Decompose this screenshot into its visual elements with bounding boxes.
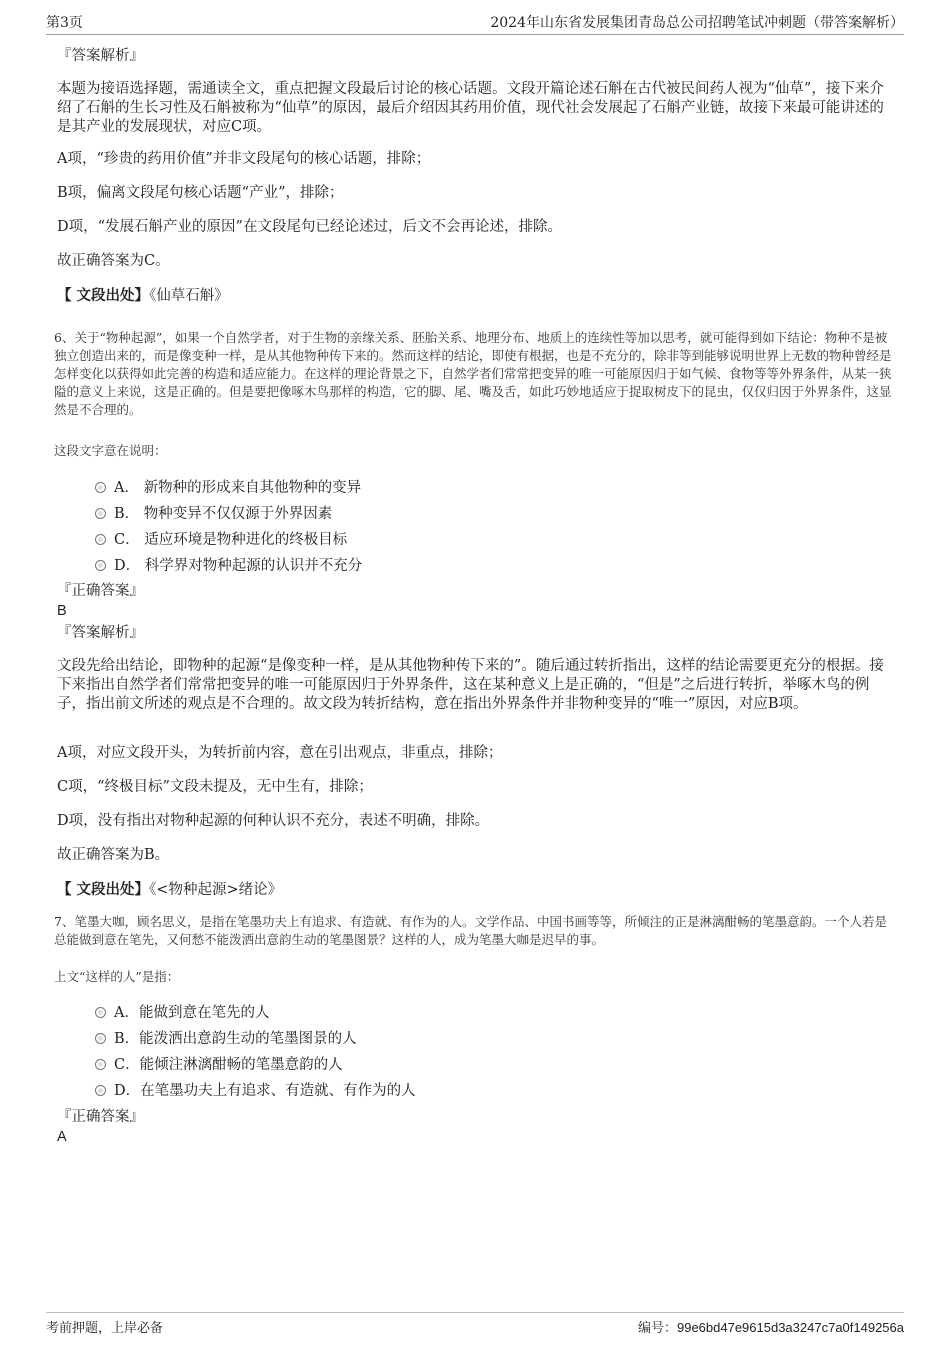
option-label: A．能做到意在笔先的人 bbox=[114, 1005, 270, 1021]
source-title: 《<物种起源>绪论》 bbox=[149, 882, 283, 898]
option-label: D．在笔墨功夫上有追求、有造就、有作为的人 bbox=[114, 1083, 416, 1099]
q6-analysis-option-a: A项，对应文段开头，为转折前内容，意在引出观点，非重点，排除； bbox=[57, 745, 503, 761]
q7-option-b[interactable] bbox=[95, 1029, 357, 1049]
analysis-conclusion: 故正确答案为C。 bbox=[57, 253, 170, 269]
page-header bbox=[46, 12, 904, 35]
q6-option-c[interactable] bbox=[95, 530, 347, 550]
q7-option-a[interactable] bbox=[95, 1003, 269, 1023]
document-title: 2024年山东省发展集团青岛总公司招聘笔试冲刺题（带答案解析） bbox=[490, 15, 904, 31]
q7-option-d[interactable] bbox=[95, 1081, 416, 1101]
option-label: C．能倾注淋漓酣畅的笔墨意韵的人 bbox=[114, 1057, 343, 1073]
radio-icon[interactable] bbox=[95, 1033, 106, 1044]
q6-analysis-option-c: C项，“终极目标”文段未提及，无中生有，排除； bbox=[57, 779, 373, 795]
source-line bbox=[57, 286, 892, 306]
q6-conclusion: 故正确答案为B。 bbox=[57, 847, 170, 863]
radio-icon[interactable] bbox=[95, 482, 106, 493]
option-label: C． 适应环境是物种进化的终极目标 bbox=[114, 532, 348, 548]
footer-slogan: 考前押题，上岸必备 bbox=[46, 1321, 164, 1336]
analysis-option-d: D项，“发展石斛产业的原因”在文段尾句已经论述过，后文不会再论述，排除。 bbox=[57, 219, 562, 235]
question-6-text: 6、关于“物种起源”，如果一个自然学者，对于生物的亲缘关系、胚胎关系、地理分布、地质上的连续性等加以思考，就可能得到如下结论：物种不是被独立创造出来的，而是像变种一样，是从其他物种传下来的。然而这样的结论，即使有根据，也是不充分的，除非等到能够说明世界上无数的物种曾经是怎样变化以获得如此完善的构造和适应能力。在这样的理论背景之下，自然学者们常常把变异的唯一可能原因归于如气候、食物等等外界条件，从某一狭隘的意义上来说，这是正确的。但是要把像啄木鸟那样的构造，它的脚、尾、嘴及舌，如此巧妙地适应于捉取树皮下的昆虫，仅仅归因于外界条件，这显然是不合理的。 bbox=[54, 330, 892, 417]
page-footer bbox=[46, 1312, 904, 1337]
radio-icon[interactable] bbox=[95, 560, 106, 571]
q7-option-c[interactable] bbox=[95, 1055, 343, 1075]
q6-analysis-heading: 『答案解析』 bbox=[57, 625, 144, 641]
option-label: B． 物种变异不仅仅源于外界因素 bbox=[114, 506, 333, 522]
question-7-text: 7、笔墨大咖，顾名思义，是指在笔墨功夫上有追求、有造就、有作为的人。文学作品、中国书画等等，所倾注的正是淋漓酣畅的笔墨意韵。一个人若是总能做到意在笔先，又何愁不能泼洒出意韵生动的笔墨图景？这样的人，成为笔墨大咖是迟早的事。 bbox=[54, 914, 887, 947]
analysis-option-b: B项，偏离文段尾句核心话题“产业”，排除； bbox=[57, 185, 344, 201]
page-number: 第3页 bbox=[46, 15, 83, 31]
radio-icon[interactable] bbox=[95, 1007, 106, 1018]
option-label: D． 科学界对物种起源的认识并不充分 bbox=[114, 558, 363, 574]
source-title: 《仙草石斛》 bbox=[149, 288, 229, 304]
q7-answer: A bbox=[57, 1129, 67, 1145]
question-7-prompt: 上文“这样的人”是指： bbox=[54, 969, 180, 984]
q6-analysis-option-d: D项，没有指出对物种起源的何种认识不充分，表述不明确，排除。 bbox=[57, 813, 490, 829]
document-id: 编号：99e6bd47e9615d3a3247c7a0f149256a bbox=[637, 1320, 904, 1335]
analysis-option-a: A项，“珍贵的药用价值”并非文段尾句的核心话题，排除； bbox=[57, 151, 431, 167]
q6-answer: B bbox=[57, 603, 67, 619]
q6-answer-heading: 『正确答案』 bbox=[57, 583, 144, 599]
option-label: A． 新物种的形成来自其他物种的变异 bbox=[114, 480, 362, 496]
q6-option-b[interactable] bbox=[95, 504, 332, 524]
radio-icon[interactable] bbox=[95, 534, 106, 545]
q6-source-line bbox=[57, 880, 892, 900]
source-label: 【 文段出处】 bbox=[57, 287, 150, 304]
analysis-paragraph: 本题为接语选择题，需通读全文，重点把握文段最后讨论的核心话题。文段开篇论述石斛在古代被民间药人视为“仙草”，接下来介绍了石斛的生长习性及石斛被称为“仙草”的原因，最后介绍因其药用价值，现代社会发展起了石斛产业链，故接下来最可能讲述的是其产业的发展现状，对应C项。 bbox=[57, 81, 884, 135]
question-6-prompt: 这段文字意在说明： bbox=[54, 443, 167, 458]
q6-option-d[interactable] bbox=[95, 556, 362, 576]
q6-option-a[interactable] bbox=[95, 478, 361, 498]
option-label: B．能泼洒出意韵生动的笔墨图景的人 bbox=[114, 1031, 357, 1047]
q6-analysis-paragraph: 文段先给出结论，即物种的起源“是像变种一样，是从其他物种传下来的”。随后通过转折指出，这样的结论需要更充分的根据。接下来指出自然学者们常常把变异的唯一可能原因归于外界条件，这在某种意义上是正确的，“但是”之后进行转折，举啄木鸟的例子，指出前文所述的观点是不合理的。故文段为转折结构，意在指出外界条件并非物种变异的“唯一”原因，对应B项。 bbox=[57, 658, 884, 712]
q7-answer-heading: 『正确答案』 bbox=[57, 1109, 144, 1125]
analysis-heading: 『答案解析』 bbox=[57, 48, 144, 64]
radio-icon[interactable] bbox=[95, 1085, 106, 1096]
source-label: 【 文段出处】 bbox=[57, 881, 150, 898]
radio-icon[interactable] bbox=[95, 508, 106, 519]
radio-icon[interactable] bbox=[95, 1059, 106, 1070]
